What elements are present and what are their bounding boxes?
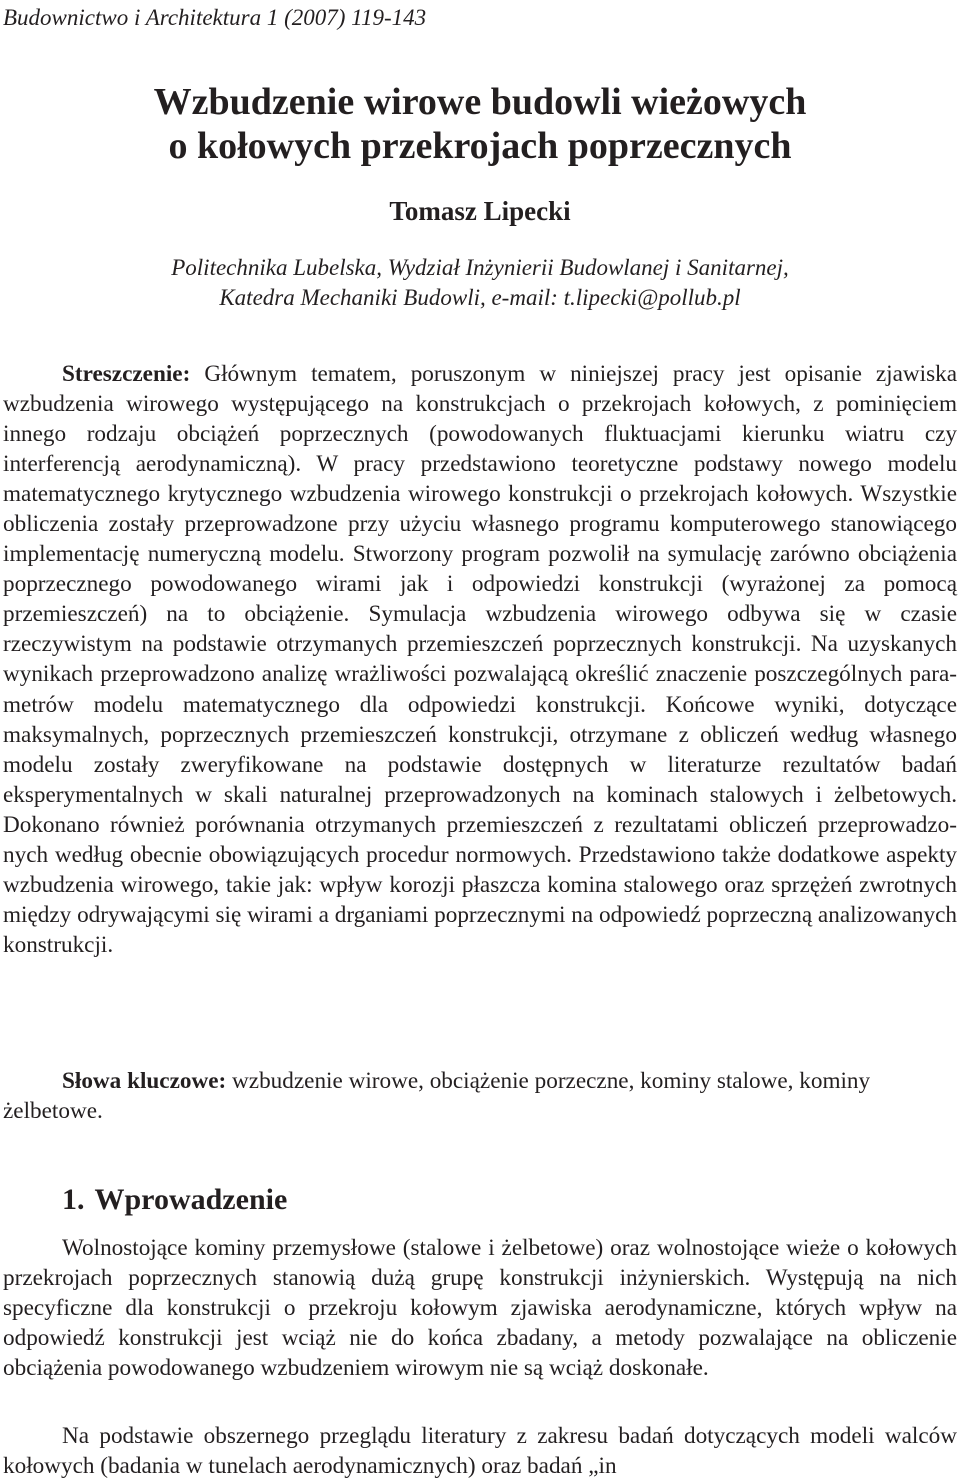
abstract (3, 359, 957, 960)
affiliation-line-2: Katedra Mechaniki Budowli, e-mail: t.lipecki@pollub.pl (219, 285, 741, 310)
title-line-1: Wzbudzenie wirowe budowli wieżowych (153, 81, 807, 123)
keywords-text: wzbudzenie wirowe, obciążenie porzeczne, kominy stalowe, kominy żelbetowe. (3, 1068, 871, 1124)
section-number: 1. (62, 1183, 85, 1216)
author-affiliation (0, 253, 960, 313)
abstract-text: Głównym tematem, poruszonym w niniejszej pracy jest opisanie zjawiska wzbudzenia wirowego występującego na konstrukcjach o przekrojach kołowych, z pominięciem innego rodzaju obciążeń poprzecznych (powodowanych fluktuacjami kierunku wiatru czy interferencją aerodynamiczną). W pracy przedstawiono teoretyczne podstawy nowego modelu matematycznego krytycznego wzbudzenia wirowego konstrukcji o przekrojach kołowych. Wszystkie obliczenia zostały przeprowadzone przy użyciu własnego programu komputerowego stanowiącego implementację numeryczną modelu. Stworzony program pozwolił na symulację zarówno obciążenia poprzecznego powodowanego wirami jak i odpowiedzi konstrukcji (wyrażonej za pomocą przemieszczeń) na to obciążenie. Symulacja wzbudzenia wirowego odbywa się w czasie rzeczywistym na podstawie otrzymanych przemieszczeń poprzecznych konstrukcji. Na uzyskanych wynikach przeprowadzono analizę wrażliwości pozwalającą określić znaczenie poszczególnych parametrów modelu matematycznego dla odpowiedzi konstrukcji. Końcowe wyniki, dotyczące maksymalnych, poprzecznych przemieszczeń konstrukcji, otrzymane z obliczeń według własnego modelu zostały zweryfikowane na podstawie dostępnych w literaturze rezultatów badań eksperymentalnych w skali naturalnej przeprowadzonych na kominach stalowych i żelbetowych. Dokonano również porównania otrzymanych przemieszczeń z rezultatami obliczeń przeprowadzonych według obecnie obowiązujących procedur normowych. Przedstawiono także dodatkowe aspekty wzbudzenia wirowego, takie jak: wpływ korozji płaszcza komina stalowego oraz sprzężeń zwrotnych między odrywającymi się wirami a drganiami poprzecznymi na odpowiedź poprzeczną analizowanych konstrukcji. (3, 361, 958, 958)
affiliation-line-1: Politechnika Lubelska, Wydział Inżynierii Budowlanej i Sanitarnej, (171, 255, 789, 280)
section-heading (62, 1180, 287, 1220)
paper-title (0, 80, 960, 168)
journal-header: Budownictwo i Architektura 1 (2007) 119-143 (3, 5, 427, 30)
intro-paragraph-1: Wolnostojące kominy przemysłowe (stalowe i żelbetowe) oraz wolnostojące wieże o kołowych przekrojach poprzecznych stanowią dużą grupę konstrukcji inżynierskich. Występują na nich specyficzne dla konstrukcji o przekroju kołowym zjawiska aerodynamiczne, których wpływ na odpowiedź konstrukcji jest wciąż nie do końca zbadany, a metody pozwalające na obliczenie obciążenia powodowanego wzbudzeniem wirowym nie są wciąż doskonałe. (3, 1235, 957, 1382)
section-title: Wprowadzenie (94, 1183, 288, 1216)
keywords-label: Słowa kluczowe: (62, 1068, 227, 1094)
keywords (3, 1066, 957, 1126)
title-line-2: o kołowych przekrojach poprzecznych (168, 125, 792, 167)
author-name: Tomasz Lipecki (389, 196, 571, 226)
intro-paragraph-2: Na podstawie obszernego przeglądu literatury z zakresu badań dotyczących modeli walców kołowych (badania w tunelach aerodynamicznych) oraz badań „in (3, 1423, 957, 1480)
abstract-label: Streszczenie: (62, 361, 191, 387)
